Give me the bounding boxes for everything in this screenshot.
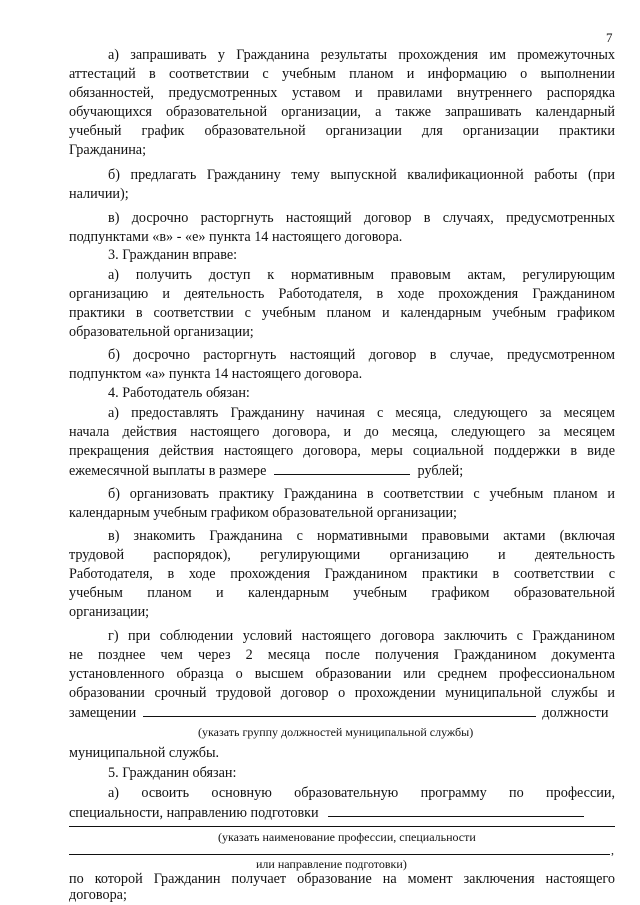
specialty-label: специальности, направлению подготовки bbox=[69, 805, 319, 821]
text-line: по которой Гражданин получает образование на момент заключения настоящего bbox=[69, 871, 615, 887]
position-group-caption: (указать группу должностей муниципальной службы) bbox=[198, 725, 474, 739]
text-line: учебный график образовательной организации для организации практики bbox=[69, 123, 615, 139]
fill-line bbox=[69, 826, 615, 827]
text-line: подпунктами «в» - «е» пункта 14 настоящего договора. bbox=[69, 229, 403, 245]
payment-label: ежемесячной выплаты в размере bbox=[69, 463, 267, 479]
text-line: б) предлагать Гражданину тему выпускной квалификационной работы (при bbox=[108, 167, 615, 183]
text-line: в) досрочно расторгнуть настоящий договор в случаях, предусмотренных bbox=[108, 210, 615, 226]
text-line: договора; bbox=[69, 887, 127, 903]
text-line bbox=[69, 703, 615, 723]
text-line: г) при соблюдении условий настоящего договора заключить с Гражданином bbox=[108, 628, 615, 644]
section-heading: 3. Гражданин вправе: bbox=[108, 247, 238, 263]
profession-caption: (указать наименование профессии, специальности bbox=[218, 830, 476, 844]
text-line: календарным учебным графиком образовательной организации; bbox=[69, 505, 457, 521]
text-line: Гражданина; bbox=[69, 142, 147, 158]
position-group-blank bbox=[143, 703, 536, 717]
fill-line bbox=[69, 854, 610, 855]
text-line: подпунктом «а» пункта 14 настоящего договора. bbox=[69, 366, 363, 382]
text-line: прекращения действия настоящего договора, меры социальной поддержки в виде bbox=[69, 443, 615, 459]
currency-label: рублей; bbox=[417, 463, 464, 479]
position-suffix: должности bbox=[542, 705, 609, 721]
text-line: аттестаций в соответствии с учебным планом и информацию о выполнении bbox=[69, 66, 615, 82]
text-line: муниципальной службы. bbox=[69, 745, 220, 761]
position-label: замещении bbox=[69, 705, 137, 721]
text-line: образовательной организации; bbox=[69, 324, 254, 340]
text-line: Работодателя, в ходе прохождения Гражданином практики в соответствии с bbox=[69, 566, 615, 582]
text-line: обязанностей, предусмотренных уставом и правилами внутреннего распорядка bbox=[69, 85, 615, 101]
section-heading: 4. Работодатель обязан: bbox=[108, 385, 250, 401]
text-line: организации; bbox=[69, 604, 150, 620]
text-line: в) знакомить Гражданина с нормативными правовыми актами (включая bbox=[108, 528, 615, 544]
text-line bbox=[69, 803, 615, 823]
text-line: б) досрочно расторгнуть настоящий договор в случае, предусмотренном bbox=[108, 347, 615, 363]
text-line: а) предоставлять Гражданину начиная с месяца, следующего за месяцем bbox=[108, 405, 615, 421]
text-line: б) организовать практику Гражданина в соответствии с учебным планом и bbox=[108, 486, 615, 502]
payment-amount-blank bbox=[274, 461, 410, 475]
text-line: наличии); bbox=[69, 186, 129, 202]
text-line: установленного образца о высшем образовании или среднем профессиональном bbox=[69, 666, 615, 682]
text-line: а) получить доступ к нормативным правовым актам, регулирующим bbox=[108, 267, 615, 283]
text-line: трудовой распорядок), регулирующими организацию и деятельность bbox=[69, 547, 615, 563]
specialty-blank bbox=[328, 803, 584, 817]
text-line: начала действия настоящего договора, и до месяца, следующего за месяцем bbox=[69, 424, 615, 440]
text-line: образовании срочный трудовой договор о прохождении муниципальной службы и bbox=[69, 685, 615, 701]
text-line: обучающихся образовательной организации, а также запрашивать календарный bbox=[69, 104, 615, 120]
text-line: а) запрашивать у Гражданина результаты прохождения им промежуточных bbox=[108, 47, 615, 63]
text-line: учебным планом и календарным учебным графиком образовательной bbox=[69, 585, 615, 601]
text-line: организацию и деятельность Работодателя, в ходе прохождения Гражданином bbox=[69, 286, 615, 302]
text-line: практики в соответствии с учебным планом и календарным учебным графиком bbox=[69, 305, 615, 321]
comma-mark: , bbox=[611, 843, 614, 857]
section-heading: 5. Гражданин обязан: bbox=[108, 765, 237, 781]
text-line: не позднее чем через 2 месяца после получения Гражданином документа bbox=[69, 647, 615, 663]
page-number: 7 bbox=[606, 30, 613, 45]
text-line bbox=[69, 461, 615, 481]
text-line: а) освоить основную образовательную программу по профессии, bbox=[108, 785, 615, 801]
direction-caption: или направление подготовки) bbox=[256, 857, 407, 871]
